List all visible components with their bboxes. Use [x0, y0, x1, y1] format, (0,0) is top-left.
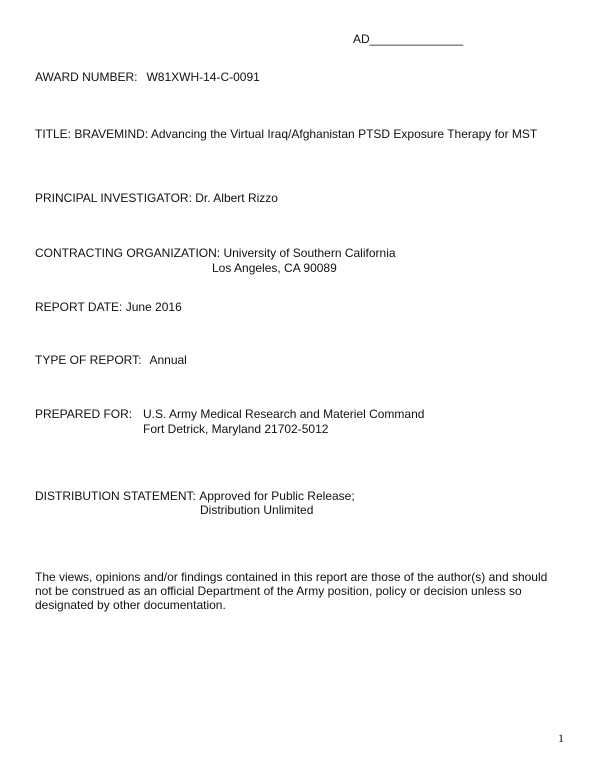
prepared-for-address: Fort Detrick, Maryland 21702-5012 [143, 422, 329, 436]
report-date-value: June 2016 [125, 300, 182, 314]
title-value: BRAVEMIND: Advancing the Virtual Iraq/Afghanistan PTSD Exposure Therapy for MST [74, 127, 538, 141]
contracting-organization-row [35, 246, 396, 260]
report-date-row [35, 300, 182, 314]
distribution-statement-row [35, 489, 355, 503]
report-type-label: TYPE OF REPORT: [35, 353, 142, 367]
contracting-organization-name: University of Southern California [223, 246, 396, 260]
prepared-for-organization: U.S. Army Medical Research and Materiel Command [143, 407, 425, 421]
report-date-label: REPORT DATE: [35, 300, 123, 314]
title-row [35, 127, 537, 141]
distribution-statement-label: DISTRIBUTION STATEMENT: [35, 489, 196, 503]
disclaimer-paragraph: The views, opinions and/or findings contained in this report are those of the author(s) and should not be construed as an official Department of the Army position, policy or decision unless so designated by other documentation. [35, 570, 548, 612]
contracting-organization-address: Los Angeles, CA 90089 [212, 261, 337, 275]
award-number-row [35, 70, 260, 84]
contracting-organization-label: CONTRACTING ORGANIZATION: [35, 246, 221, 260]
prepared-for-row [35, 407, 132, 421]
prepared-for-label: PREPARED FOR: [35, 407, 133, 421]
principal-investigator-row [35, 191, 278, 205]
principal-investigator-value: Dr. Albert Rizzo [195, 191, 278, 205]
distribution-statement-line1: Approved for Public Release; [199, 489, 355, 503]
award-number-value: W81XWH-14-C-0091 [146, 70, 260, 84]
distribution-statement-line2: Distribution Unlimited [200, 503, 314, 517]
page-number: 1 [558, 731, 564, 745]
principal-investigator-label: PRINCIPAL INVESTIGATOR: [35, 191, 192, 205]
report-type-value: Annual [149, 353, 187, 367]
title-label: TITLE: [35, 127, 72, 141]
ad-number-line: AD______________ [353, 32, 464, 46]
award-number-label: AWARD NUMBER: [35, 70, 138, 84]
report-type-row [35, 353, 187, 367]
